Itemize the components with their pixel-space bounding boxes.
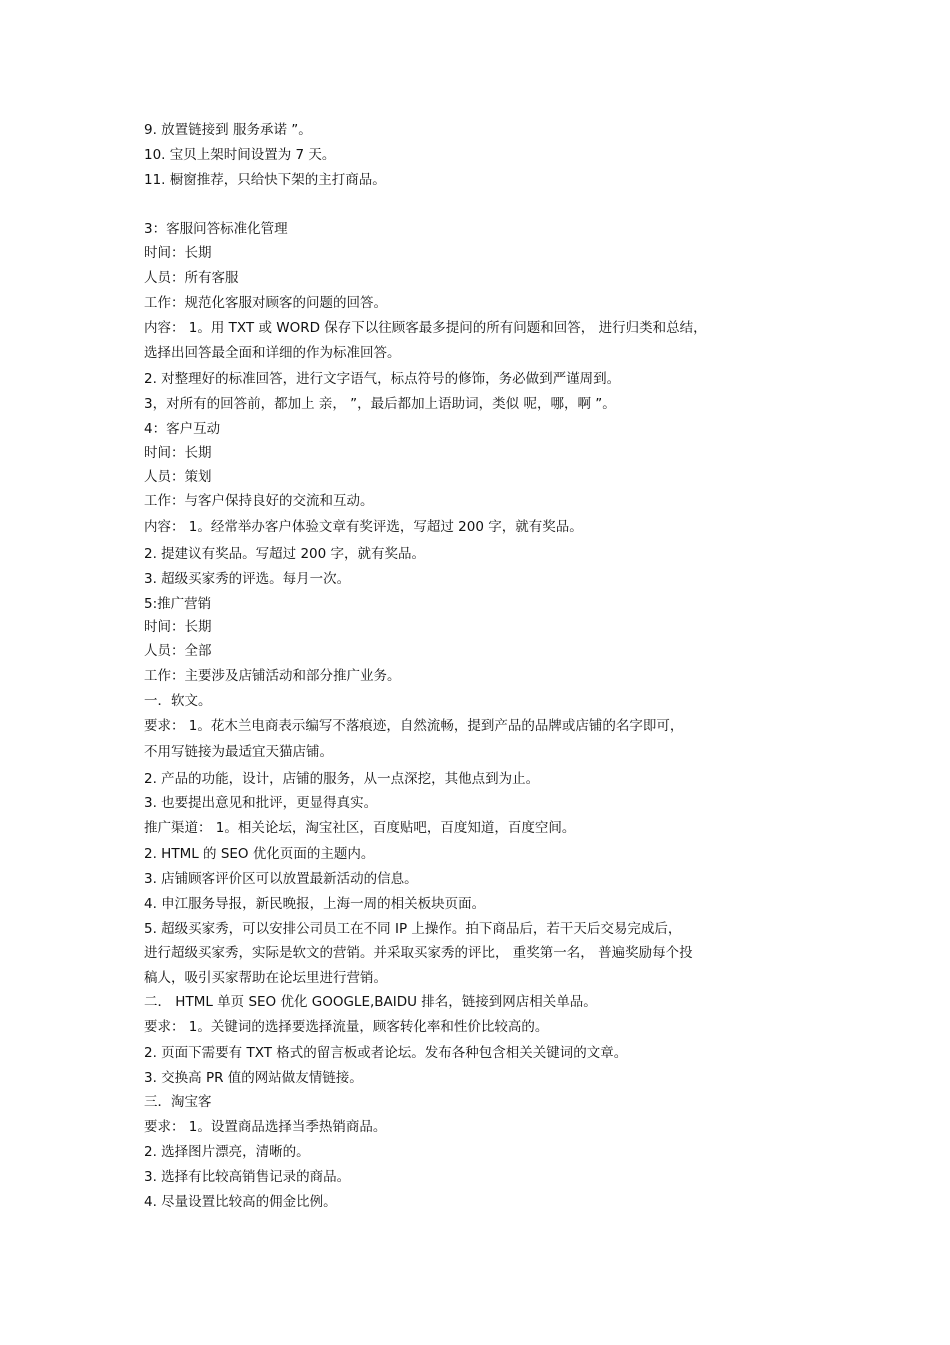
text-line: 3. 也要提出意见和批评，更显得真实。 <box>144 795 378 811</box>
subsection-heading: 三．淘宝客 <box>144 1094 212 1110</box>
text-line: 要求： 1。关键词的选择要选择流量，顾客转化率和性价比较高的。 <box>144 1019 549 1035</box>
text-line: 时间：长期 <box>144 245 212 261</box>
text-line: 3，对所有的回答前，都加上 亲， ”，最后都加上语助词，类似 呢，哪，啊 ”。 <box>144 396 616 412</box>
text-line: 要求： 1。设置商品选择当季热销商品。 <box>144 1119 387 1135</box>
text-line: 人员：所有客服 <box>144 270 239 286</box>
section-heading: 5:推广营销 <box>144 596 212 612</box>
text-line: 稿人，吸引买家帮助在论坛里进行营销。 <box>144 970 387 986</box>
text-line: 进行超级买家秀，实际是软文的营销。并采取买家秀的评比， 重奖第一名， 普遍奖励每个投 <box>144 945 693 961</box>
text-line: 2. 页面下需要有 TXT 格式的留言板或者论坛。发布各种包含相关关键词的文章。 <box>144 1045 628 1061</box>
text-line: 推广渠道： 1。相关论坛，淘宝社区，百度贴吧，百度知道，百度空间。 <box>144 820 576 836</box>
section-heading: 4：客户互动 <box>144 421 221 437</box>
text-line: 要求： 1。花木兰电商表示编写不落痕迹，自然流畅，提到产品的品牌或店铺的名字即可， <box>144 718 684 734</box>
text-line: 4. 尽量设置比较高的佣金比例。 <box>144 1194 337 1210</box>
text-line: 2. HTML 的 SEO 优化页面的主题内。 <box>144 846 375 862</box>
text-line: 11. 橱窗推荐，只给快下架的主打商品。 <box>144 172 386 188</box>
subsection-heading: 二． HTML 单页 SEO 优化 GOOGLE,BAIDU 排名，链接到网店相关单品。 <box>144 994 597 1010</box>
text-line: 10. 宝贝上架时间设置为 7 天。 <box>144 147 336 163</box>
text-line: 2. 提建议有奖品。写超过 200 字，就有奖品。 <box>144 546 426 562</box>
text-line: 3. 交换高 PR 值的网站做友情链接。 <box>144 1070 363 1086</box>
text-line: 不用写链接为最适宜天猫店铺。 <box>144 744 333 760</box>
text-line: 2. 对整理好的标准回答，进行文字语气，标点符号的修饰，务必做到严谨周到。 <box>144 371 621 387</box>
text-line: 工作：与客户保持良好的交流和互动。 <box>144 493 374 509</box>
text-line: 9. 放置链接到 服务承诺 ”。 <box>144 122 312 138</box>
text-line: 3. 选择有比较高销售记录的商品。 <box>144 1169 351 1185</box>
text-line: 时间：长期 <box>144 445 212 461</box>
text-line: 内容： 1。用 TXT 或 WORD 保存下以往顾客最多提问的所有问题和回答， 进行归类和总结， <box>144 320 707 336</box>
text-line: 2. 选择图片漂亮，清晰的。 <box>144 1144 310 1160</box>
section-heading: 3：客服问答标准化管理 <box>144 221 288 237</box>
text-line: 5. 超级买家秀，可以安排公司员工在不同 IP 上操作。拍下商品后，若干天后交易完成后， <box>144 921 682 937</box>
text-line: 2. 产品的功能，设计，店铺的服务，从一点深挖，其他点到为止。 <box>144 771 540 787</box>
text-line: 内容： 1。经常举办客户体验文章有奖评选，写超过 200 字，就有奖品。 <box>144 519 583 535</box>
subsection-heading: 一．软文。 <box>144 693 212 709</box>
text-line: 3. 超级买家秀的评选。每月一次。 <box>144 571 351 587</box>
text-line: 4. 申江服务导报，新民晚报，上海一周的相关板块页面。 <box>144 896 486 912</box>
text-line: 时间：长期 <box>144 619 212 635</box>
text-line: 人员：全部 <box>144 643 212 659</box>
text-line: 3. 店铺顾客评价区可以放置最新活动的信息。 <box>144 871 418 887</box>
text-line: 人员：策划 <box>144 469 212 485</box>
text-line: 工作：规范化客服对顾客的问题的回答。 <box>144 295 387 311</box>
text-line: 工作：主要涉及店铺活动和部分推广业务。 <box>144 668 401 684</box>
text-line: 选择出回答最全面和详细的作为标准回答。 <box>144 345 401 361</box>
